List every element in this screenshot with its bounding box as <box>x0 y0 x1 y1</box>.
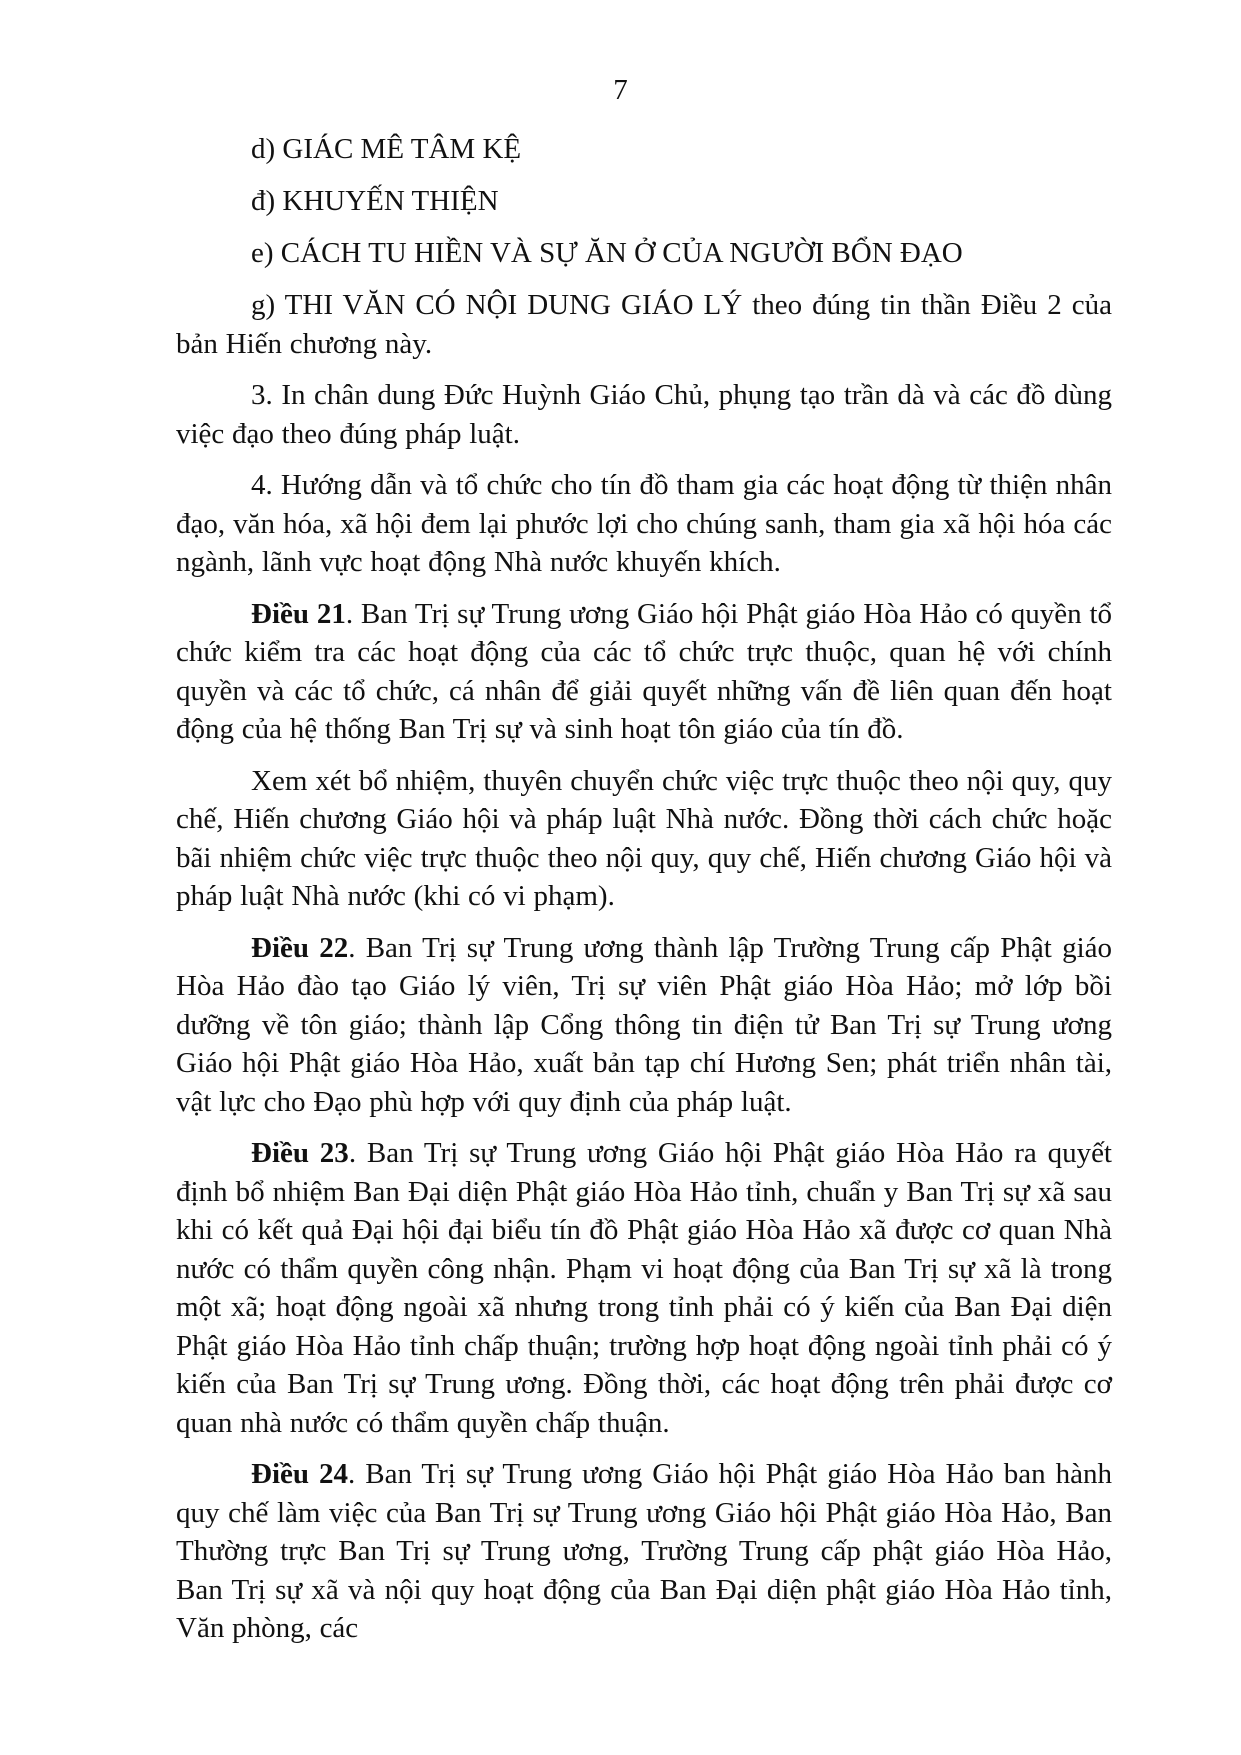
article-23-label: Điều 23 <box>251 1137 349 1169</box>
article-22-label: Điều 22 <box>251 931 349 964</box>
article-23 <box>176 1134 1112 1442</box>
article-21-label: Điều 21 <box>251 597 346 630</box>
page-number: 7 <box>613 74 628 106</box>
article-24 <box>176 1455 1112 1648</box>
article-23-text: . Ban Trị sự Trung ương Giáo hội Phật giáo Hòa Hảo ra quyết định bổ nhiệm Ban Đại diện Phật giáo Hòa Hảo tỉnh, chuẩn y Ban Trị sự xã sau khi có kết quả Đại hội đại biểu tín đồ Phật giáo Hòa Hảo xã được cơ quan Nhà nước có thẩm quyền công nhận. Phạm vi hoạt động của Ban Trị sự xã là trong một xã; hoạt động ngoài xã nhưng trong tỉnh phải có ý kiến của Ban Đại diện Phật giáo Hòa Hảo tỉnh chấp thuận; trường hợp hoạt động ngoài tỉnh phải có ý kiến của Ban Trị sự Trung ương. Đồng thời, các hoạt động trên phải được cơ quan nhà nước có thẩm quyền chấp thuận. <box>176 1137 1112 1439</box>
article-24-label: Điều 24 <box>251 1458 348 1490</box>
list-item-d: d) GIÁC MÊ TÂM KỆ <box>251 133 522 165</box>
article-21-text: . Ban Trị sự Trung ương Giáo hội Phật giáo Hòa Hảo có quyền tổ chức kiểm tra các hoạt động của các tổ chức trực thuộc, quan hệ với chính quyền và các tổ chức, cá nhân để giải quyết những vấn đề liên quan đến hoạt động của hệ thống Ban Trị sự và sinh hoạt tôn giáo của tín đồ. <box>176 597 1112 745</box>
article-21-continuation: Xem xét bổ nhiệm, thuyên chuyển chức việc trực thuộc theo nội quy, quy chế, Hiến chương Giáo hội và pháp luật Nhà nước. Đồng thời cách chức hoặc bãi nhiệm chức việc trực thuộc theo nội quy, quy chế, Hiến chương Giáo hội và pháp luật Nhà nước (khi có vi phạm). <box>176 764 1112 912</box>
list-item-e: e) CÁCH TU HIỀN VÀ SỰ ĂN Ở CỦA NGƯỜI BỔN ĐẠO <box>251 237 963 269</box>
article-24-text: . Ban Trị sự Trung ương Giáo hội Phật giáo Hòa Hảo ban hành quy chế làm việc của Ban Trị sự Trung ương Giáo hội Phật giáo Hòa Hảo, Ban Thường trực Ban Trị sự Trung ương, Trường Trung cấp phật giáo Hòa Hảo, Ban Trị sự xã và nội quy hoạt động của Ban Đại diện phật giáo Hòa Hảo tỉnh, Văn phòng, các <box>176 1458 1112 1644</box>
list-item-dd: đ) KHUYẾN THIỆN <box>251 185 499 217</box>
clause-3: 3. In chân dung Đức Huỳnh Giáo Chủ, phụng tạo trần dà và các đồ dùng việc đạo theo đúng pháp luật. <box>176 379 1112 450</box>
article-22 <box>176 929 1112 1122</box>
clause-4: 4. Hướng dẫn và tổ chức cho tín đồ tham gia các hoạt động từ thiện nhân đạo, văn hóa, xã hội đem lại phước lợi cho chúng sanh, tham gia xã hội hóa các ngành, lãnh vực hoạt động Nhà nước khuyến khích. <box>176 469 1112 578</box>
article-22-text: . Ban Trị sự Trung ương thành lập Trường Trung cấp Phật giáo Hòa Hảo đào tạo Giáo lý viên, Trị sự viên Phật giáo Hòa Hảo; mở lớp bồi dưỡng về tôn giáo; thành lập Cổng thông tin điện tử Ban Trị sự Trung ương Giáo hội Phật giáo Hòa Hảo, xuất bản tạp chí Hương Sen; phát triển nhân tài, vật lực cho Đạo phù hợp với quy định của pháp luật. <box>176 931 1113 1118</box>
list-item-g: g) THI VĂN CÓ NỘI DUNG GIÁO LÝ theo đúng tin thần Điều 2 của bản Hiến chương này. <box>176 289 1112 360</box>
document-body <box>176 130 1112 1661</box>
article-21 <box>176 595 1112 749</box>
